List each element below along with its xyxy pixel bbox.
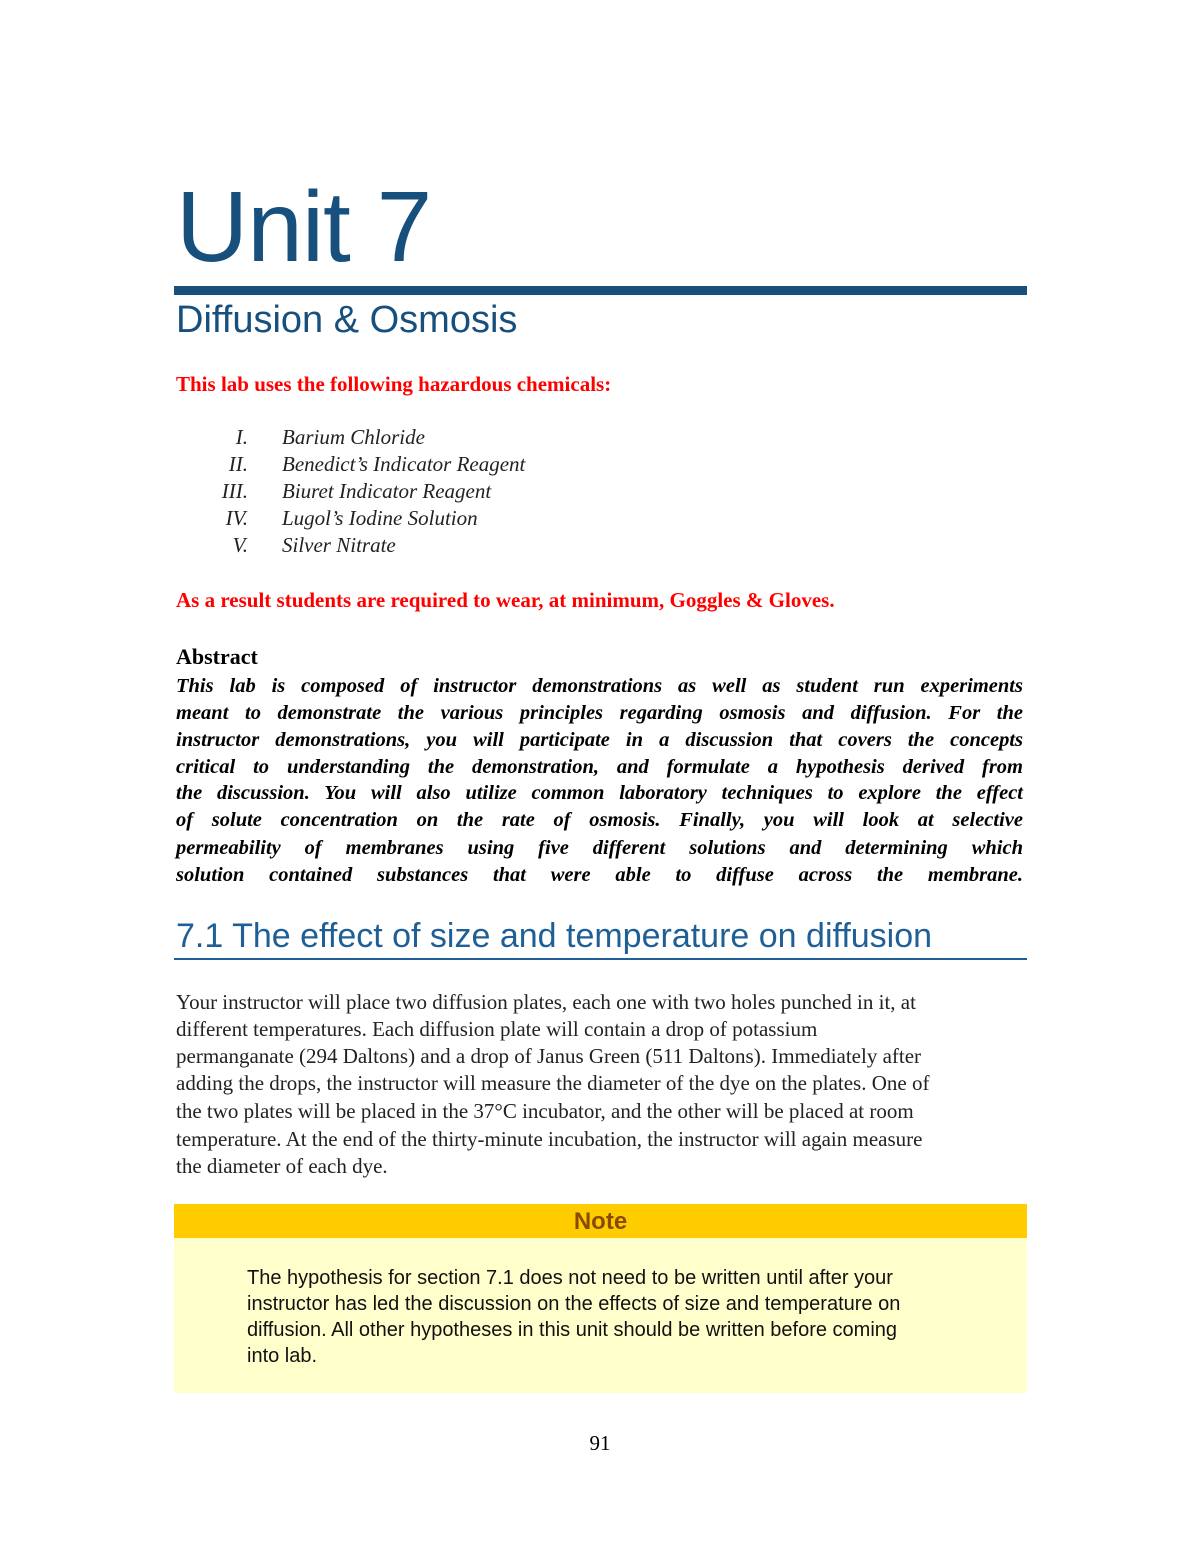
chemical-name: Biuret Indicator Reagent	[282, 479, 492, 503]
paragraph-line: the two plates will be placed in the 37°C incubator, and the other will be placed at room	[176, 1099, 914, 1123]
title-rule	[174, 286, 1027, 295]
note-box	[174, 1204, 1027, 1393]
paragraph-line: different temperatures. Each diffusion plate will contain a drop of potassium	[176, 1017, 818, 1041]
chemical-name: Barium Chloride	[282, 425, 425, 449]
hazard-list-item	[176, 478, 491, 504]
list-number: I.	[235, 425, 248, 449]
hazard-list-item	[176, 451, 525, 477]
abstract-line: solution contained substances that were able to diffuse across the membrane.	[176, 864, 1023, 886]
section-heading: 7.1 The effect of size and temperature on diffusion	[176, 917, 933, 955]
unit-subtitle: Diffusion & Osmosis	[176, 299, 518, 341]
paragraph-line: temperature. At the end of the thirty-minute incubation, the instructor will again measure	[176, 1127, 923, 1151]
paragraph-line: the diameter of each dye.	[176, 1154, 388, 1178]
chemical-name: Silver Nitrate	[282, 533, 396, 557]
paragraph-line: permanganate (294 Daltons) and a drop of Janus Green (511 Daltons). Immediately after	[176, 1044, 922, 1068]
section-rule	[174, 958, 1027, 960]
list-number: II.	[228, 452, 248, 476]
unit-title: Unit 7	[176, 171, 432, 283]
abstract-line: instructor demonstrations, you will participate in a discussion that covers the concepts	[176, 729, 1023, 751]
abstract-heading: Abstract	[176, 644, 258, 669]
note-heading: Note	[174, 1204, 1027, 1238]
page-number: 91	[589, 1431, 611, 1455]
chemical-name: Lugol’s Iodine Solution	[282, 506, 478, 530]
list-number: V.	[232, 533, 248, 557]
hazard-heading: This lab uses the following hazardous chemicals:	[176, 372, 612, 396]
chemical-name: Benedict’s Indicator Reagent	[282, 452, 526, 476]
list-number: III.	[221, 479, 248, 503]
note-line: The hypothesis for section 7.1 does not need to be written until after your	[247, 1267, 893, 1289]
hazard-list-item	[176, 424, 425, 450]
list-number: IV.	[225, 506, 248, 530]
note-line: instructor has led the discussion on the effects of size and temperature on	[247, 1293, 901, 1315]
note-line: into lab.	[247, 1345, 318, 1367]
abstract-line: permeability of membranes using five different solutions and determining which	[176, 837, 1023, 859]
safety-requirement: As a result students are required to wear, at minimum, Goggles & Gloves.	[176, 588, 835, 612]
note-line: diffusion. All other hypotheses in this unit should be written before coming	[247, 1319, 898, 1341]
paragraph-line: adding the drops, the instructor will measure the diameter of the dye on the plates. One of	[176, 1071, 930, 1095]
abstract-line: meant to demonstrate the various principles regarding osmosis and diffusion. For the	[176, 702, 1023, 724]
abstract-line: of solute concentration on the rate of osmosis. Finally, you will look at selective	[176, 809, 1023, 831]
abstract-line: This lab is composed of instructor demonstrations as well as student run experiments	[176, 675, 1023, 697]
hazard-list-item	[176, 532, 396, 558]
paragraph-line: Your instructor will place two diffusion plates, each one with two holes punched in it, at	[176, 990, 916, 1014]
abstract-line: the discussion. You will also utilize common laboratory techniques to explore the effect	[176, 782, 1023, 804]
abstract-line: critical to understanding the demonstration, and formulate a hypothesis derived from	[176, 756, 1023, 778]
hazard-list-item	[176, 505, 478, 531]
